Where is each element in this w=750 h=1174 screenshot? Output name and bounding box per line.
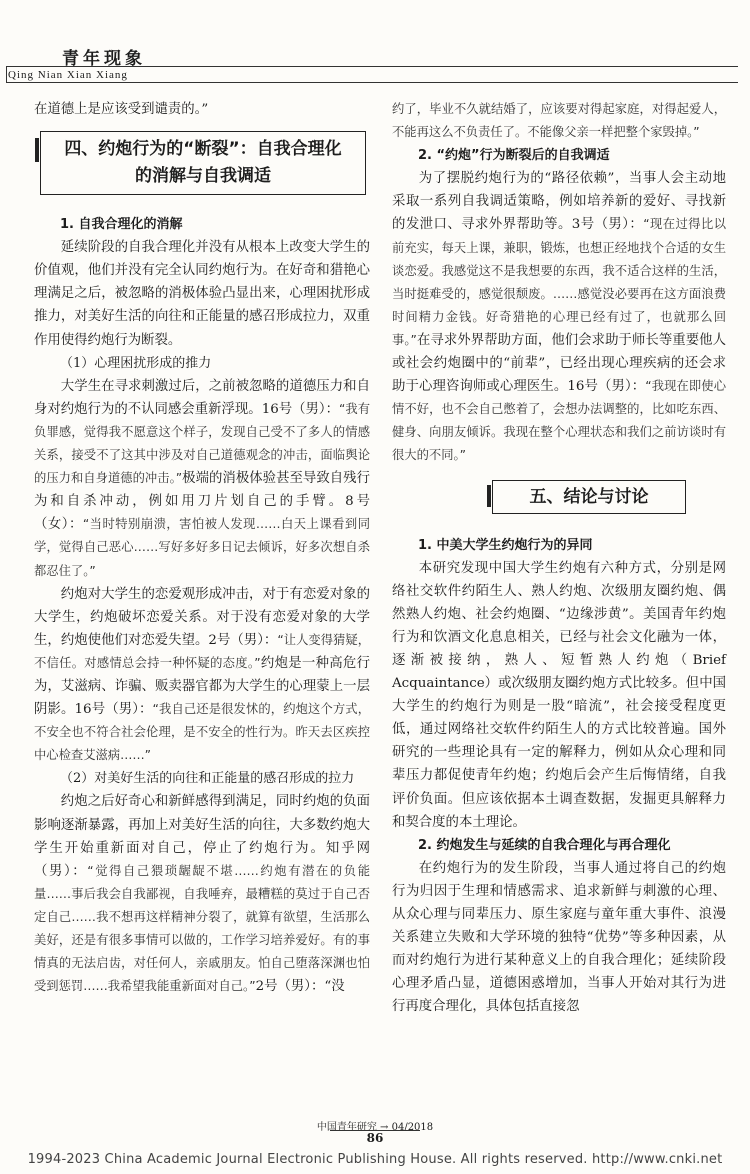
interview-quote: “当时特别崩溃，害怕被人发现……白天上课看到同学，觉得自己恶心……写好多好多日记去倾诉，好多次想自杀都忍住了。”: [34, 517, 370, 578]
right-column: [392, 98, 726, 1018]
paragraph: [34, 790, 370, 998]
section-4-heading: [40, 131, 366, 195]
paragraph-text: 极端的消极体验甚至导致自残行为和自杀冲动，例如用刀片划自己的手臂。8号（女）：: [34, 471, 370, 533]
subsection-heading: 1. 自我合理化的消解: [60, 217, 183, 233]
subsection-heading: 2. 约炮发生与延续的自我合理化与再合理化: [418, 837, 671, 853]
paragraph-text: 在寻求外界帮助方面，他们会求助于师长等重要他人或社会约炮圈中的“前辈”，已经出现心理疾病的还会求助于心理咨询师或心理医生。16号（男）：: [392, 332, 726, 395]
paragraph-text: 约炮是一种高危行为，艾滋病、诈骗、贩卖器官都为大学生的心理蒙上一层阴影。16号（男）：: [34, 655, 370, 718]
subsection-heading: 2. “约炮”行为断裂后的自我调适: [418, 148, 610, 164]
left-column: [34, 98, 370, 998]
paragraph: 本研究发现中国大学生约炮有六种方式，分别是网络社交软件约陌生人、熟人约炮、次级朋友圈约炮、偶然熟人约炮、社会约炮圈、“边缘涉黄”。美国青年约炮行为和饮酒文化息息相关，已经与社会文化融为一体，逐渐被接纳，熟人、短暂熟人约炮（Brief Acquaintance）或次级朋友圈约炮方式比较多。但中国大学生的约炮行为则是一股“暗流”，社会接受程度更低，通过网络社交软件约陌生人的方式比较普遍。国外研究的一些理论具有一定的解释力，例如从众心理和同辈压力都促使青年约炮；约炮后会产生后悔情绪，自我评价负面。但应该依据本土调查数据，发掘更具解释力和契合度的本土理论。: [392, 560, 726, 830]
paragraph-text: 约炮之后好奇心和新鲜感得到满足，同时约炮的负面影响逐渐暴露，再加上对美好生活的向往，大多数约炮大学生开始重新面对自己，停止了约炮行为。知乎网（男）：: [34, 794, 370, 879]
paragraph-carryover: 在道德上是应该受到谴责的。”: [34, 102, 209, 117]
section-5-heading: 五、结论与讨论: [492, 480, 686, 514]
header-rule-bottom: [6, 82, 738, 83]
header-title-en: Qing Nian Xian Xiang: [8, 69, 128, 81]
paragraph: 延续阶段的自我合理化并没有从根本上改变大学生的价值观，他们并没有完全认同约炮行为。在好奇和猎艳心理满足之后，被忽略的消极体验凸显出来，心理困扰形成推力，对美好生活的向往和正能量的感召形成拉力，双重作用使得约炮行为断裂。: [34, 240, 370, 348]
section-4-title-line1: 四、约炮行为的“断裂”：自我合理化: [64, 139, 342, 160]
paragraph-text: 约炮对大学生的恋爱观形成冲击，对于有恋爱对象的大学生，约炮破坏恋爱关系。对于没有恋爱对象的大学生，约炮使他们对恋爱失望。2号（男）：: [34, 586, 370, 648]
header-rule-top: [6, 66, 738, 67]
subsection-heading: 1. 中美大学生约炮行为的异同: [418, 537, 593, 553]
section-4-title-line2: 的消解与自我调适: [135, 166, 271, 187]
paragraph: 在约炮行为的发生阶段，当事人通过将自己的约炮行为归因于生理和情感需求、追求新鲜与刺激的心理、从众心理与同辈压力、原生家庭与童年重大事件、浪漫关系建立失败和大学环境的独特“优势”等多种因素，从而对约炮行为进行某种意义上的自我合理化；延续阶段心理矛盾凸显，道德困惑增加，当事人开始对其行为进行再度合理化，具体包括直接忽: [392, 860, 726, 1015]
paragraph-text: 大学生在寻求刺激过后，之前被忽略的道德压力和自身对约炮行为的不认同感会重新浮现。16号（男）：: [34, 378, 370, 417]
sub-subsection-heading: （1）心理困扰形成的推力: [60, 355, 212, 371]
sub-subsection-heading: （2）对美好生活的向往和正能量的感召形成的拉力: [60, 771, 355, 787]
paragraph: [34, 583, 370, 768]
interview-quote: “我自己还是很发怵的，约炮这个方式，不安全也不符合社会伦理，是不安全的性行为。昨天去区疾控中心检查艾滋病……”: [34, 702, 370, 763]
paragraph: [34, 375, 370, 583]
paragraph-text: 为了摆脱约炮行为的“路径依赖”，当事人会主动地采取一系列自我调适策略，例如培养新的爱好、寻找新的发泄口、寻求外界帮助等。3号（男）：: [392, 171, 726, 233]
interview-quote: “现在过得比以前充实，每天上课，兼职，锻炼，也想正经地找个合适的女生谈恋爱。我感觉这不是我想要的东西，我不适合这样的生活，当时挺难受的，感觉很颓废。……感觉没必要再在这方面浪费时间精力金钱。好奇猎艳的心理已经有过了，也就那么回事。”: [392, 217, 726, 347]
header-title-zh: 青年现象: [62, 49, 146, 69]
header-rule-tick: [6, 66, 7, 82]
interview-quote-continued: 约了，毕业不久就结婚了，应该要对得起家庭，对得起爱人，不能再这么不负责任了。不能像父亲一样把整个家毁掉。”: [392, 102, 726, 140]
page-number: 86: [366, 1131, 384, 1145]
paragraph-text: 2号（男）：“没: [255, 979, 345, 995]
footer-journal: 中国青年研究 → 04/2018: [316, 1122, 434, 1133]
interview-quote: “我现在即使心情不好，也不会自己憋着了，会想办法调整的，比如吃东西、健身、向朋友倾诉。我现在整个心理状态和我们之前访谈时有很大的不同。”: [392, 379, 726, 463]
paragraph: [392, 167, 726, 467]
copyright-watermark: 1994-2023 China Academic Journal Electronic Publishing House. All rights reserved. http://www.cnki.net: [27, 1152, 723, 1167]
interview-quote: “让人变得猜疑，不信任。对感情总会持一种怀疑的态度。”: [34, 632, 370, 670]
interview-quote: “觉得自己猥琐龌龊不堪……约炮有潜在的负能量……事后我会自我鄙视，自我唾弃，最糟糕的莫过于自己否定自己……我不想再这样精神分裂了，就算有欲望，生活那么美好，还是有很多事情可以做的，工作学习培养爱好。有的事情真的无法启齿，对任何人，亲戚朋友。怕自己堕落深渊也怕受到惩罚……我希望我能重新面对自己。”: [34, 863, 370, 994]
interview-quote: “我有负罪感，觉得我不愿意这个样子，发现自己受不了多人的情感关系，接受不了这其中涉及对自己道德观念的冲击，面临舆论的压力和自身道德的冲击。”: [34, 401, 371, 486]
